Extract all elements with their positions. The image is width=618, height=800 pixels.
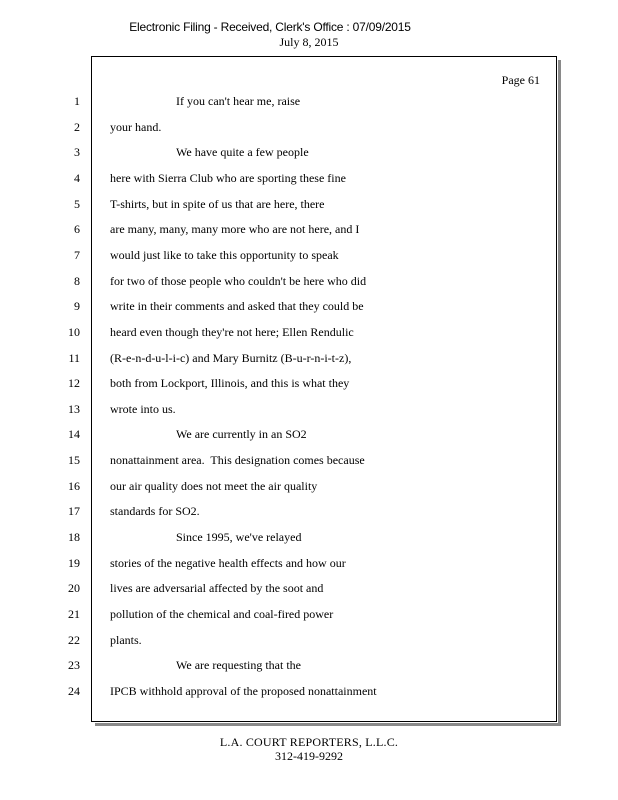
line-text: would just like to take this opportunity to speak — [110, 248, 339, 262]
line-number: 22 — [68, 633, 80, 647]
line-text: heard even though they're not here; Ellen Rendulic — [110, 325, 354, 339]
line-number: 7 — [74, 248, 80, 262]
line-text: nonattainment area. This designation comes because — [110, 453, 365, 467]
line-number: 18 — [68, 530, 80, 544]
line-number: 13 — [68, 402, 80, 416]
line-text: wrote into us. — [110, 402, 176, 416]
line-number: 23 — [68, 658, 80, 672]
reporter-phone: 312-419-9292 — [275, 749, 343, 763]
line-number: 1 — [74, 94, 80, 108]
line-text: IPCB withhold approval of the proposed nonattainment — [110, 684, 377, 698]
line-number: 17 — [68, 504, 80, 518]
line-text: We have quite a few people — [176, 145, 309, 159]
page-number: Page 61 — [501, 73, 540, 87]
filing-stamp: Electronic Filing - Received, Clerk's Office : 07/09/2015 — [129, 20, 411, 34]
line-text: We are requesting that the — [176, 658, 301, 672]
line-text: write in their comments and asked that they could be — [110, 299, 364, 313]
line-text: plants. — [110, 633, 142, 647]
line-number: 3 — [74, 145, 80, 159]
line-text: are many, many, many more who are not here, and I — [110, 222, 360, 236]
line-number: 19 — [68, 556, 80, 570]
line-text: pollution of the chemical and coal-fired power — [110, 607, 334, 621]
line-text: your hand. — [110, 120, 162, 134]
line-number: 14 — [68, 427, 80, 441]
line-text: here with Sierra Club who are sporting these fine — [110, 171, 346, 185]
line-text: If you can't hear me, raise — [176, 94, 301, 108]
line-text: stories of the negative health effects and how our — [110, 556, 346, 570]
line-text: both from Lockport, Illinois, and this is what they — [110, 376, 350, 390]
line-text: standards for SO2. — [110, 504, 200, 518]
line-number: 11 — [68, 351, 80, 365]
line-number: 21 — [68, 607, 80, 621]
line-number: 15 — [68, 453, 80, 467]
transcript-date: July 8, 2015 — [279, 35, 339, 49]
line-number: 5 — [74, 197, 80, 211]
line-text: lives are adversarial affected by the soot and — [110, 581, 324, 595]
line-number: 10 — [68, 325, 80, 339]
line-text: our air quality does not meet the air quality — [110, 479, 318, 493]
line-number: 8 — [74, 274, 80, 288]
line-text: We are currently in an SO2 — [176, 427, 307, 441]
line-number: 16 — [68, 479, 80, 493]
line-number: 4 — [74, 171, 80, 185]
reporter-company: L.A. COURT REPORTERS, L.L.C. — [219, 735, 399, 749]
line-number: 2 — [74, 120, 80, 134]
line-number: 24 — [68, 684, 80, 698]
line-text: Since 1995, we've relayed — [176, 530, 302, 544]
line-text: T-shirts, but in spite of us that are here, there — [110, 197, 325, 211]
line-number: 12 — [68, 376, 80, 390]
line-number: 20 — [68, 581, 80, 595]
line-number: 9 — [74, 299, 80, 313]
line-number: 6 — [74, 222, 80, 236]
line-text: (R-e-n-d-u-l-i-c) and Mary Burnitz (B-u-r-n-i-t-z), — [110, 351, 352, 365]
line-text: for two of those people who couldn't be here who did — [110, 274, 367, 288]
